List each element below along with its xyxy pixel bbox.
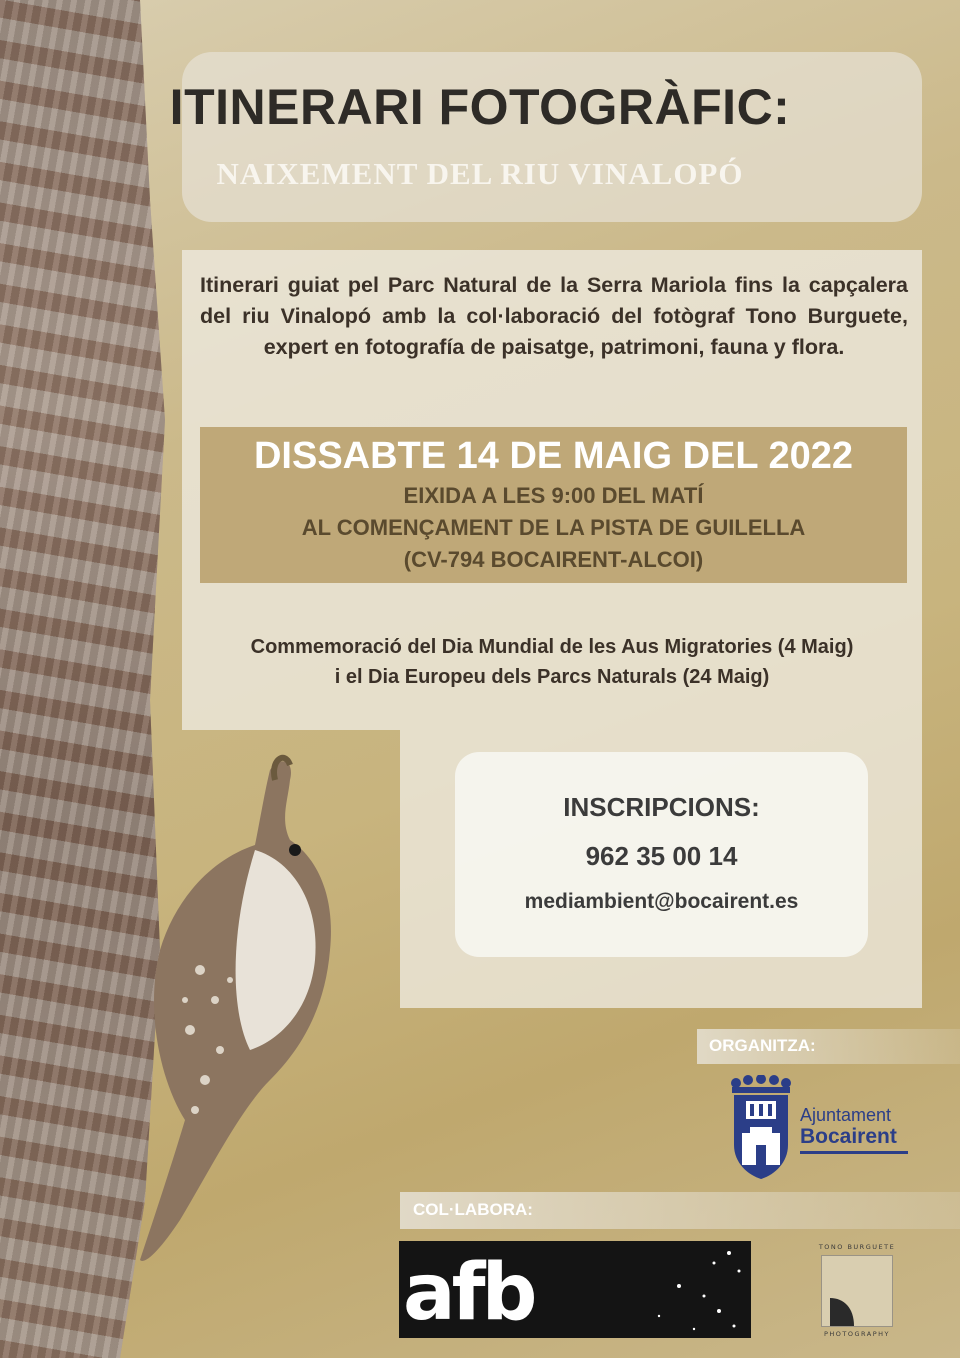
commemoration-text (182, 632, 922, 692)
afb-letters: afb (403, 1248, 534, 1338)
afb-logo (399, 1241, 751, 1338)
ajuntament-logo (728, 1075, 913, 1180)
organizer-band (697, 1029, 960, 1064)
event-departure-time: EIXIDA A LES 9:00 DEL MATÍ (403, 483, 704, 508)
event-date: DISSABTE 14 DE MAIG DEL 2022 (253, 435, 854, 477)
page-title: ITINERARI FOTOGRÀFIC: (169, 79, 791, 135)
tono-burguete-logo-icon (821, 1255, 893, 1327)
treecreeper-bird-image (90, 750, 350, 1270)
ajuntament-name-line-1: Ajuntament (800, 1105, 892, 1125)
registration-title: INSCRIPCIONS: (563, 792, 760, 822)
registration-email[interactable]: mediambient@bocairent.es (524, 890, 799, 913)
collaborators-label: COL·LABORA: (413, 1200, 533, 1219)
tono-logo-top-text: TONO BURGUETE (818, 1243, 896, 1251)
commemoration-line-1: Commemoració del Dia Mundial de les Aus Migratories (4 Maig) (250, 636, 854, 658)
registration-phone[interactable]: 962 35 00 14 (585, 841, 738, 871)
organizer-label: ORGANITZA: (709, 1036, 816, 1055)
collaborators-band (400, 1192, 960, 1229)
page-subtitle: NAIXEMENT DEL RIU VINALOPÓ (216, 156, 744, 191)
bocairent-coat-of-arms-icon (728, 1075, 794, 1180)
afb-logo-text (403, 1248, 534, 1338)
event-road: (CV-794 BOCAIRENT-ALCOI) (403, 547, 704, 572)
stars-icon (619, 1241, 751, 1338)
commemoration-line-2: i el Dia Europeu dels Parcs Naturals (24 Maig) (334, 666, 770, 688)
event-meeting-point: AL COMENÇAMENT DE LA PISTA DE GUILELLA (301, 515, 806, 540)
date-band (200, 427, 907, 583)
tono-logo-bottom-text: PHOTOGRAPHY (823, 1330, 891, 1338)
ajuntament-underline (800, 1151, 908, 1154)
ajuntament-name-line-2: Bocairent (800, 1125, 897, 1148)
registration-box (455, 752, 868, 957)
tono-burguete-logo (812, 1243, 902, 1339)
intro-text: Itinerari guiat pel Parc Natural de la Serra Mariola fins la capçalera del riu Vinalopó amb la col·laboració del fotògraf Tono Burguete, expert en fotografía de paisatge, patrimoni, fauna y flora. (200, 273, 908, 359)
